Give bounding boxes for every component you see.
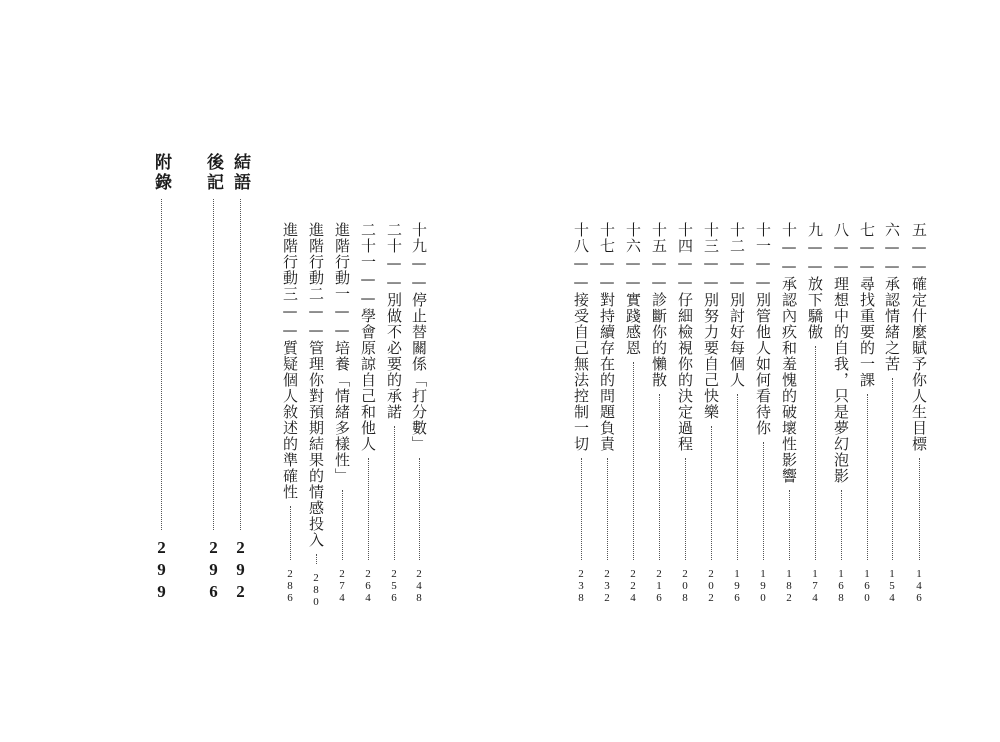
page-number: 196 xyxy=(731,568,743,604)
leader-dots xyxy=(607,458,608,560)
page-number: 256 xyxy=(388,568,400,604)
leader-dots xyxy=(659,394,660,560)
leader-dots xyxy=(368,458,369,560)
leader-dots xyxy=(633,362,634,560)
entry-heading: 十八——接受自己無法控制一切 xyxy=(572,222,590,452)
entry-heading: 二十——別做不必要的承諾 xyxy=(385,222,403,420)
page-number: 280 xyxy=(310,572,322,608)
entry-heading: 十七——對持續存在的問題負責 xyxy=(598,222,616,452)
leader-dots xyxy=(342,490,343,560)
toc-entry xyxy=(752,222,774,604)
leader-dots xyxy=(290,506,291,560)
toc-entry xyxy=(570,222,592,604)
toc-entry xyxy=(622,222,644,604)
page-number: 232 xyxy=(601,568,613,604)
leader-dots xyxy=(711,426,712,560)
leader-dots xyxy=(763,442,764,560)
toc-entry xyxy=(700,222,722,604)
leader-dots xyxy=(581,458,582,560)
toc-entry xyxy=(778,222,800,604)
entry-heading: 十三——別努力要自己快樂 xyxy=(702,222,720,420)
leader-dots xyxy=(213,199,214,530)
toc-entry xyxy=(648,222,670,604)
entry-heading: 七——尋找重要的一課 xyxy=(858,222,876,388)
toc-entry xyxy=(305,222,327,608)
entry-heading: 八——理想中的自我，只是夢幻泡影 xyxy=(832,222,850,484)
page-number: 208 xyxy=(679,568,691,604)
toc-entry xyxy=(596,222,618,604)
leader-dots xyxy=(394,426,395,560)
page-number: 286 xyxy=(284,568,296,604)
page-number: 154 xyxy=(886,568,898,604)
toc-entry-back-matter xyxy=(229,153,251,604)
toc-entry xyxy=(674,222,696,604)
toc-entry-back-matter xyxy=(202,153,224,604)
toc-entry xyxy=(331,222,353,604)
toc-entry xyxy=(279,222,301,604)
page-number: 274 xyxy=(336,568,348,604)
entry-heading: 六——承認情緒之苦 xyxy=(883,222,901,372)
entry-heading: 十五——診斷你的懶散 xyxy=(650,222,668,388)
page-number: 174 xyxy=(809,568,821,604)
entry-heading: 十九——停止替關係「打分數」 xyxy=(410,222,428,452)
leader-dots xyxy=(892,378,893,560)
toc-entry xyxy=(804,222,826,604)
entry-heading: 十四——仔細檢視你的決定過程 xyxy=(676,222,694,452)
entry-heading: 十——承認內疚和羞愧的破壞性影響 xyxy=(780,222,798,484)
page-number: 224 xyxy=(627,568,639,604)
page-number: 216 xyxy=(653,568,665,604)
toc-entry xyxy=(408,222,430,604)
page-number: 190 xyxy=(757,568,769,604)
entry-heading: 後記 xyxy=(203,153,223,193)
toc-entry xyxy=(881,222,903,604)
toc-entry-back-matter xyxy=(150,153,172,604)
leader-dots xyxy=(161,199,162,530)
entry-heading: 十六——實踐感恩 xyxy=(624,222,642,356)
page-number: 296 xyxy=(204,538,223,604)
page-number: 160 xyxy=(861,568,873,604)
entry-heading: 進階行動二——管理你對預期結果的情感投入 xyxy=(307,222,325,548)
leader-dots xyxy=(685,458,686,560)
toc-entry xyxy=(830,222,852,604)
page-number: 238 xyxy=(575,568,587,604)
leader-dots xyxy=(316,554,317,564)
entry-heading: 進階行動三——質疑個人敘述的準確性 xyxy=(281,222,299,500)
entry-heading: 結語 xyxy=(230,153,250,193)
page-number: 182 xyxy=(783,568,795,604)
page-number: 264 xyxy=(362,568,374,604)
entry-heading: 九——放下驕傲 xyxy=(806,222,824,340)
leader-dots xyxy=(841,490,842,560)
leader-dots xyxy=(789,490,790,560)
leader-dots xyxy=(815,346,816,560)
entry-heading: 十一——別管他人如何看待你 xyxy=(754,222,772,436)
toc-entry xyxy=(357,222,379,604)
page-number: 248 xyxy=(413,568,425,604)
entry-heading: 二十一——學會原諒自己和他人 xyxy=(359,222,377,452)
toc-entry xyxy=(856,222,878,604)
entry-heading: 十二——別討好每個人 xyxy=(728,222,746,388)
toc-entry xyxy=(383,222,405,604)
page-number: 202 xyxy=(705,568,717,604)
leader-dots xyxy=(867,394,868,560)
entry-heading: 附錄 xyxy=(151,153,171,193)
page-number: 292 xyxy=(231,538,250,604)
leader-dots xyxy=(919,458,920,560)
page-number: 146 xyxy=(913,568,925,604)
leader-dots xyxy=(737,394,738,560)
leader-dots xyxy=(419,458,420,560)
toc-entry xyxy=(908,222,930,604)
leader-dots xyxy=(240,199,241,530)
page-number: 299 xyxy=(152,538,171,604)
page-number: 168 xyxy=(835,568,847,604)
entry-heading: 進階行動一——培養「情緒多樣性」 xyxy=(333,222,351,484)
toc-entry xyxy=(726,222,748,604)
entry-heading: 五——確定什麼賦予你人生目標 xyxy=(910,222,928,452)
